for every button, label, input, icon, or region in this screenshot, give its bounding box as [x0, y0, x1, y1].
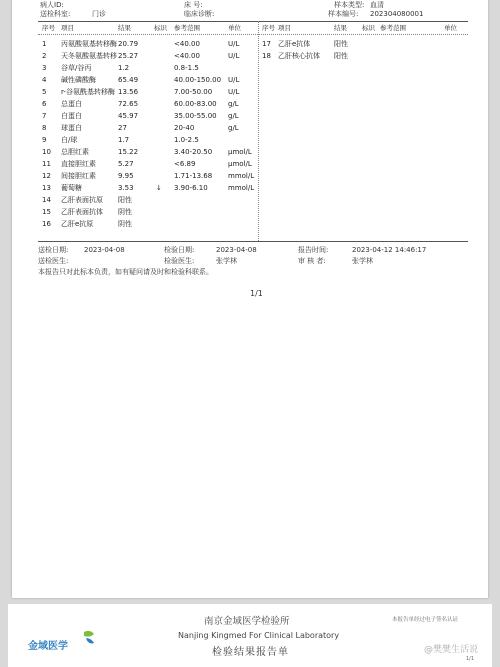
reviewer-value: 张学林 — [352, 257, 373, 265]
row-result: 9.95 — [118, 172, 134, 180]
row-ref: 1.0-2.5 — [174, 136, 199, 144]
right-header-item: 项目 — [278, 24, 291, 32]
row-no: 5 — [42, 88, 47, 96]
row-unit: U/L — [228, 52, 240, 60]
test-doctor-label: 检验医生: — [164, 257, 195, 265]
send-date-value: 2023-04-08 — [84, 246, 125, 254]
row-no: 4 — [42, 76, 47, 84]
table-row — [12, 51, 488, 61]
row-no: 2 — [42, 52, 47, 60]
test-date-value: 2023-04-08 — [216, 246, 257, 254]
reviewer-label: 审 核 者: — [298, 257, 326, 265]
row-unit: μmol/L — [228, 148, 252, 156]
test-doctor-value: 张学林 — [216, 257, 237, 265]
row-no: 13 — [42, 184, 51, 192]
row-item: 丙氨酸氨基转移酶 — [61, 40, 117, 48]
row-unit: U/L — [228, 88, 240, 96]
row-ref: 60.00-83.00 — [174, 100, 217, 108]
row-item: 乙肝表面抗原 — [61, 196, 103, 204]
dept-label: 送检科室: — [40, 10, 71, 18]
table-row — [12, 207, 258, 217]
row-item: 谷草/谷丙 — [61, 64, 92, 72]
table-row — [12, 219, 258, 229]
row-item: 葡萄糖 — [61, 184, 82, 192]
left-header-flag: 标识 — [154, 24, 167, 32]
table-row — [12, 183, 258, 193]
table-row — [12, 99, 258, 109]
row-unit: g/L — [228, 100, 239, 108]
row-result: 20.79 — [118, 40, 139, 48]
sample-no-label: 样本编号: — [328, 10, 359, 18]
table-row — [12, 135, 258, 145]
bed-label: 床 号: — [184, 1, 203, 9]
row-ref: 3.40-20.50 — [174, 148, 213, 156]
row-no: 8 — [42, 124, 47, 132]
send-doctor-label: 送检医生: — [38, 257, 69, 265]
table-bottom-rule — [38, 241, 468, 242]
logo-text: 金域医学 — [28, 641, 68, 652]
row-no: 9 — [42, 136, 47, 144]
row-unit: mmol/L — [228, 172, 255, 180]
row-item: 乙肝e抗体 — [278, 40, 311, 48]
sample-type-value: 血清 — [370, 1, 384, 9]
left-header-unit: 单位 — [228, 24, 241, 32]
row-no: 6 — [42, 100, 47, 108]
row-no: 16 — [42, 220, 51, 228]
report-time-value: 2023-04-12 14:46:17 — [352, 246, 427, 254]
row-ref: 0.8-1.5 — [174, 64, 199, 72]
sample-no-value: 202304080001 — [370, 10, 424, 18]
row-result: 阳性 — [334, 40, 348, 48]
row-ref: <6.89 — [174, 160, 196, 168]
row-result: 阴性 — [118, 220, 132, 228]
row-ref: 40.00-150.00 — [174, 76, 222, 84]
row-result: 1.7 — [118, 136, 130, 144]
page-number: 1/1 — [250, 289, 263, 298]
row-no: 3 — [42, 64, 47, 72]
kingmed-logo — [24, 628, 104, 658]
row-result: 13.56 — [118, 88, 139, 96]
table-row — [12, 63, 258, 73]
table-row — [12, 75, 258, 85]
diagnosis-label: 临床诊断: — [184, 10, 215, 18]
row-no: 15 — [42, 208, 51, 216]
row-item: 总胆红素 — [61, 148, 89, 156]
table-row — [12, 159, 258, 169]
report-page — [12, 0, 488, 598]
row-unit: U/L — [228, 40, 240, 48]
header-rule — [38, 34, 468, 35]
row-result: 15.22 — [118, 148, 139, 156]
report-time-label: 报告时间: — [298, 246, 329, 254]
row-no: 10 — [42, 148, 51, 156]
row-item: 碱性磷酸酶 — [61, 76, 96, 84]
table-row — [12, 111, 258, 121]
left-header-result: 结果 — [118, 24, 131, 32]
table-row — [12, 87, 258, 97]
test-date-label: 检验日期: — [164, 246, 195, 254]
row-result: 45.97 — [118, 112, 139, 120]
esign-note: 本报告单经过电子签名认证 — [392, 617, 459, 623]
left-header-ref: 参考范围 — [174, 24, 200, 32]
row-ref: 20-40 — [174, 124, 195, 132]
left-header-seq: 序号 — [42, 24, 55, 32]
row-unit: mmol/L — [228, 184, 255, 192]
row-ref: 1.71-13.68 — [174, 172, 213, 180]
row-result: 3.53 — [118, 184, 134, 192]
row-unit: μmol/L — [228, 160, 252, 168]
row-item: 乙肝e抗原 — [61, 220, 94, 228]
row-no: 1 — [42, 40, 47, 48]
right-header-ref: 参考范围 — [380, 24, 406, 32]
row-ref: <40.00 — [174, 52, 200, 60]
right-header-unit: 单位 — [444, 24, 457, 32]
next-page-number: 1/1 — [466, 656, 475, 662]
lab-name-en: Nanjing Kingmed For Clinical Laboratory — [178, 631, 340, 640]
row-result: 25.27 — [118, 52, 139, 60]
lab-name-cn: 南京金域医学检验所 — [204, 616, 290, 627]
row-item: 乙肝核心抗体 — [278, 52, 320, 60]
row-item: 间接胆红素 — [61, 172, 96, 180]
table-row — [12, 39, 488, 49]
row-result: 65.49 — [118, 76, 139, 84]
row-ref: 7.00-50.00 — [174, 88, 213, 96]
row-item: 白蛋白 — [61, 112, 82, 120]
row-unit: g/L — [228, 112, 239, 120]
patient-id-label: 病人ID: — [40, 1, 64, 9]
row-ref: 35.00-55.00 — [174, 112, 217, 120]
sample-type-label: 样本类型: — [334, 1, 365, 9]
table-row — [12, 171, 258, 181]
right-header-flag: 标识 — [362, 24, 375, 32]
row-no: 7 — [42, 112, 47, 120]
left-header-item: 项目 — [61, 24, 74, 32]
row-no: 18 — [262, 52, 271, 60]
watermark-text: @樊樊生活说 — [423, 645, 478, 655]
low-flag-icon: ↓ — [156, 184, 162, 192]
row-item: 球蛋白 — [61, 124, 82, 132]
right-header-seq: 序号 — [262, 24, 275, 32]
row-item: 天冬氨酸氨基转移 — [61, 52, 117, 60]
row-unit: U/L — [228, 76, 240, 84]
row-item: 白/球 — [61, 136, 78, 144]
row-unit: g/L — [228, 124, 239, 132]
row-no: 17 — [262, 40, 271, 48]
row-result: 27 — [118, 124, 127, 132]
row-ref: <40.00 — [174, 40, 200, 48]
row-result: 阴性 — [118, 208, 132, 216]
row-no: 12 — [42, 172, 51, 180]
row-no: 11 — [42, 160, 51, 168]
right-header-result: 结果 — [334, 24, 347, 32]
row-result: 1.2 — [118, 64, 130, 72]
row-item: 直接胆红素 — [61, 160, 96, 168]
table-top-rule — [38, 21, 468, 22]
row-result: 阳性 — [118, 196, 132, 204]
report-title: 检验结果报告单 — [212, 647, 289, 658]
row-result: 阳性 — [334, 52, 348, 60]
row-item: 总蛋白 — [61, 100, 82, 108]
disclaimer-text: 本报告只对此标本负责，如有疑问请及时和检验科联系。 — [38, 268, 213, 276]
row-item: r-谷氨酰基转移酶 — [61, 88, 115, 96]
table-row — [12, 147, 258, 157]
table-row — [12, 123, 258, 133]
table-row — [12, 195, 258, 205]
send-date-label: 送检日期: — [38, 246, 69, 254]
dept-value: 门诊 — [92, 10, 106, 18]
row-item: 乙肝表面抗体 — [61, 208, 103, 216]
row-no: 14 — [42, 196, 51, 204]
row-result: 5.27 — [118, 160, 134, 168]
row-result: 72.65 — [118, 100, 139, 108]
row-ref: 3.90-6.10 — [174, 184, 208, 192]
